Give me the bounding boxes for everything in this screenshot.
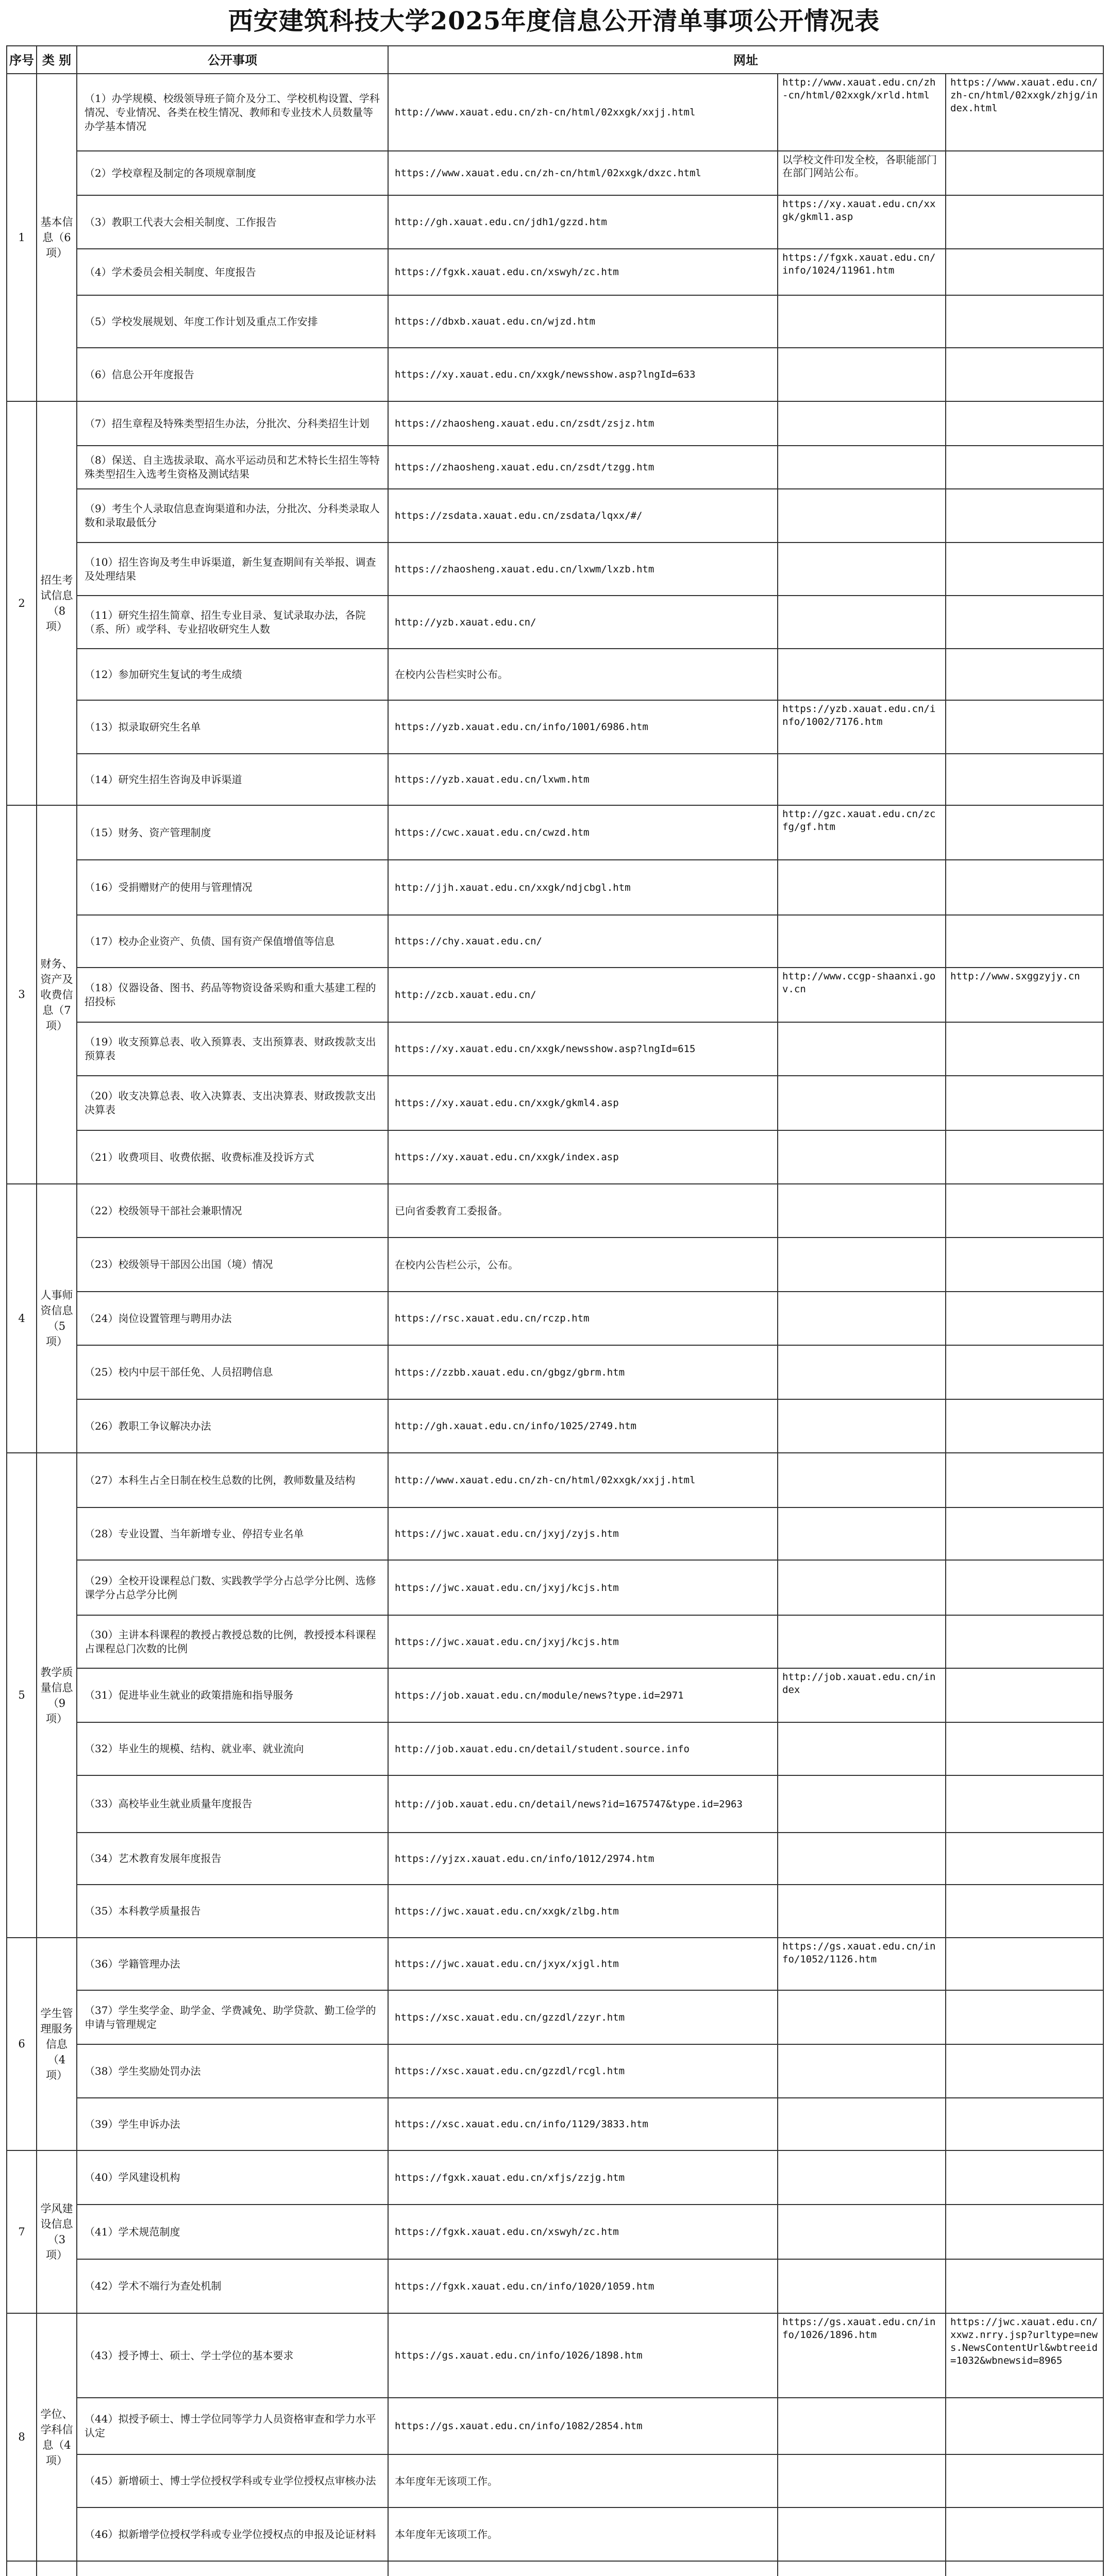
empty-cell [778,860,946,915]
disclosure-item: （27）本科生占全日制在校生总数的比例，教师数量及结构 [77,1453,388,1507]
disclosure-item: （19）收支预算总表、收入预算表、支出预算表、财政拨款支出预算表 [77,1022,388,1076]
empty-cell [778,1885,946,1938]
header-url: 网址 [388,46,1103,74]
disclosure-item: （7）招生章程及特殊类型招生办法，分批次、分科类招生计划 [77,401,388,446]
empty-cell [778,401,946,446]
empty-cell [778,2398,946,2454]
group-seq: 4 [7,1184,37,1453]
empty-cell [778,543,946,596]
disclosure-item: （32）毕业生的规模、结构、就业率、就业流向 [77,1722,388,1775]
url-link[interactable]: https://chy.xauat.edu.cn/ [388,915,778,968]
empty-cell [946,2150,1103,2205]
url-link[interactable]: https://yzb.xauat.edu.cn/info/1001/6986.htm [388,700,778,754]
empty-cell [778,1345,946,1399]
empty-cell [946,2098,1103,2150]
empty-cell [778,489,946,543]
table-row [7,1885,1103,1938]
url-link[interactable]: http://gh.xauat.edu.cn/jdh1/gzzd.htm [388,195,778,249]
url-note: 本年度年无该项工作。 [388,2507,778,2561]
empty-cell [778,754,946,805]
empty-cell [946,2507,1103,2561]
url-link-secondary[interactable]: https://gs.xauat.edu.cn/info/1052/1126.htm [778,1938,946,1990]
group-category: 招生考试信息（8项） [37,401,77,805]
table-row [7,1399,1103,1453]
table-row [7,596,1103,649]
header-seq: 序号 [7,46,37,74]
group-seq: 2 [7,401,37,805]
empty-cell [946,489,1103,543]
table-row [7,915,1103,968]
url-link-secondary[interactable]: https://gs.xauat.edu.cn/info/1026/1896.htm [778,2313,946,2398]
disclosure-item: （2）学校章程及制定的各项规章制度 [77,151,388,195]
empty-cell [946,249,1103,295]
empty-cell [946,1668,1103,1722]
group-category [37,2561,77,2576]
table-row [7,74,1103,151]
url-link[interactable]: https://cwc.xauat.edu.cn/cwzd.htm [388,805,778,860]
empty-cell [946,2205,1103,2259]
disclosure-item: （36）学籍管理办法 [77,1938,388,1990]
table-row [7,1990,1103,2044]
empty-cell [778,649,946,700]
table-row [7,1668,1103,1722]
url-link[interactable]: https://xy.xauat.edu.cn/xxgk/newsshow.asp?lngId=633 [388,348,778,401]
empty-cell [946,1938,1103,1990]
table-row [7,1833,1103,1885]
disclosure-item: （44）拟授予硕士、博士学位同等学力人员资格审查和学力水平认定 [77,2398,388,2454]
group-seq: 8 [7,2313,37,2561]
table-row [7,543,1103,596]
url-link[interactable]: https://dbxb.xauat.edu.cn/wjzd.htm [388,295,778,348]
group-seq: 5 [7,1453,37,1938]
table-row [7,1130,1103,1184]
table-row [7,1076,1103,1130]
disclosure-item: （14）研究生招生咨询及申诉渠道 [77,754,388,805]
table-row [7,249,1103,295]
empty-cell [946,754,1103,805]
disclosure-item: （20）收支决算总表、收入决算表、支出决算表、财政拨款支出决算表 [77,1076,388,1130]
disclosure-item: （13）拟录取研究生名单 [77,700,388,754]
table-row [7,2150,1103,2205]
empty-cell [778,596,946,649]
empty-cell [946,1990,1103,2044]
empty-cell [946,596,1103,649]
url-link[interactable]: https://fgxk.xauat.edu.cn/xswyh/zc.htm [388,2205,778,2259]
empty-cell [946,1885,1103,1938]
disclosure-item: （8）保送、自主选拔录取、高水平运动员和艺术特长生招生等特殊类型招生入选考生资格及测试结果 [77,446,388,489]
url-note: 本年度年无该项工作。 [388,2454,778,2507]
disclosure-item: （23）校级领导干部因公出国（境）情况 [77,1238,388,1292]
url-link[interactable]: https://jwc.xauat.edu.cn/jxyj/kcjs.htm [388,1615,778,1668]
group-category: 人事师资信息（5项） [37,1184,77,1453]
url-link-secondary[interactable]: http://www.ccgp-shaanxi.gov.cn [778,968,946,1022]
url-link-secondary[interactable]: http://job.xauat.edu.cn/index [778,1668,946,1722]
url-link[interactable]: http://www.xauat.edu.cn/zh-cn/html/02xxgk/xxjj.html [388,74,778,151]
table-row [7,401,1103,446]
disclosure-item: （30）主讲本科课程的教授占教授总数的比例，教授授本科课程占课程总门次数的比例 [77,1615,388,1668]
url-link[interactable]: https://xsc.xauat.edu.cn/gzzdl/rcgl.htm [388,2044,778,2098]
empty-cell [778,915,946,968]
table-row [7,1238,1103,1292]
disclosure-item: （1）办学规模、校级领导班子简介及分工、学校机构设置、学科情况、专业情况、各类在校生情况、教师和专业技术人员数量等办学基本情况 [77,74,388,151]
table-row [7,700,1103,754]
url-link[interactable]: https://rsc.xauat.edu.cn/rczp.htm [388,1292,778,1345]
empty-cell [946,1833,1103,1885]
table-row [7,295,1103,348]
table-row [7,968,1103,1022]
url-link-tertiary[interactable]: https://www.xauat.edu.cn/zh-cn/html/02xxgk/zhjg/index.html [946,74,1103,151]
empty-cell [946,700,1103,754]
empty-cell [946,1022,1103,1076]
empty-cell [946,1399,1103,1453]
disclosure-item: （33）高校毕业生就业质量年度报告 [77,1775,388,1833]
url-link[interactable]: https://gs.xauat.edu.cn/info/1026/1898.htm [388,2313,778,2398]
group-category: 教学质量信息（9项） [37,1453,77,1938]
group-seq: 1 [7,74,37,401]
empty-cell [778,1507,946,1560]
url-link[interactable]: https://xy.xauat.edu.cn/xxgk/gkml4.asp [388,1076,778,1130]
url-link[interactable]: https://job.xauat.edu.cn/module/news?type.id=2971 [388,1668,778,1722]
table-row [7,1292,1103,1345]
url-link[interactable]: https://fgxk.xauat.edu.cn/info/1020/1059.htm [388,2259,778,2313]
empty-cell [946,348,1103,401]
disclosure-item: （40）学风建设机构 [77,2150,388,2205]
table-row [7,2098,1103,2150]
table-row [7,2259,1103,2313]
url-link-tertiary[interactable]: http://www.sxggzyjy.cn [946,968,1103,1022]
group-seq [7,2561,37,2576]
table-row [7,1775,1103,1833]
url-link-secondary[interactable]: http://www.xauat.edu.cn/zh-cn/html/02xxgk/xrld.html [778,74,946,151]
empty-cell [778,1076,946,1130]
disclosure-item: （4）学术委员会相关制度、年度报告 [77,249,388,295]
table-row [7,860,1103,915]
table-row [7,1184,1103,1238]
table-header-row [7,46,1103,74]
empty-cell [778,1184,946,1238]
group-category: 学风建设信息（3项） [37,2150,77,2313]
url-link[interactable]: https://jwc.xauat.edu.cn/jxyj/zyjs.htm [388,1507,778,1560]
table-row [7,2313,1103,2398]
empty-cell [946,1453,1103,1507]
table-row [7,1938,1103,1990]
disclosure-item: （46）拟新增学位授权学科或专业学位授权点的申报及论证材料 [77,2507,388,2561]
group-category: 基本信息（6项） [37,74,77,401]
url-note: 在校内公告栏公示，公布。 [388,1238,778,1292]
url-link[interactable]: http://www.xauat.edu.cn/zh-cn/html/02xxgk/xxjj.html [388,1453,778,1507]
table-row [7,2205,1103,2259]
disclosure-item: （18）仪器设备、图书、药品等物资设备采购和重大基建工程的招投标 [77,968,388,1022]
disclosure-item: （10）招生咨询及考生申诉渠道，新生复查期间有关举报、调查及处理结果 [77,543,388,596]
disclosure-item: （16）受捐赠财产的使用与管理情况 [77,860,388,915]
disclosure-item: （43）授予博士、硕士、学士学位的基本要求 [77,2313,388,2398]
empty-cell [778,1238,946,1292]
empty-cell [946,2259,1103,2313]
empty-cell [778,1453,946,1507]
url-link-secondary[interactable]: https://fgxk.xauat.edu.cn/info/1024/11961.htm [778,249,946,295]
disclosure-item: （11）研究生招生简章、招生专业目录、复试录取办法，各院（系、所）或学科、专业招收研究生人数 [77,596,388,649]
group-seq: 6 [7,1938,37,2150]
empty-cell [778,1833,946,1885]
table-row [7,1615,1103,1668]
url-link-tertiary[interactable]: https://jwc.xauat.edu.cn/xxwz.nrry.jsp?urltype=news.NewsContentUrl&wbtreeid=1032&wbnewsid=8965 [946,2313,1103,2398]
empty-cell [778,2507,946,2561]
empty-cell [946,1076,1103,1130]
empty-cell [946,1345,1103,1399]
table-row [7,348,1103,401]
table-row [7,1507,1103,1560]
empty-cell [778,2098,946,2150]
disclosure-item: （45）新增硕士、博士学位授权学科或专业学位授权点审核办法 [77,2454,388,2507]
empty-cell [946,1238,1103,1292]
disclosure-item: （22）校级领导干部社会兼职情况 [77,1184,388,1238]
table-row [7,1722,1103,1775]
table-body [7,74,1103,2576]
table-row [7,489,1103,543]
empty-cell [778,2259,946,2313]
empty-cell [778,295,946,348]
disclosure-item: （26）教职工争议解决办法 [77,1399,388,1453]
empty-cell [778,2454,946,2507]
table-row [7,1345,1103,1399]
table-row [7,151,1103,195]
url-link[interactable]: https://xy.xauat.edu.cn/xxgk/newsshow.asp?lngId=615 [388,1022,778,1076]
empty-cell [946,1184,1103,1238]
empty-cell [946,2044,1103,2098]
empty-cell [946,1722,1103,1775]
url-link[interactable] [388,2561,778,2576]
url-link[interactable]: https://zhaosheng.xauat.edu.cn/zsdt/tzgg.htm [388,446,778,489]
empty-cell [946,151,1103,195]
group-category: 学生管理服务信息（4项） [37,1938,77,2150]
table-row [7,446,1103,489]
disclosure-item: （42）学术不端行为查处机制 [77,2259,388,2313]
disclosure-item: （3）教职工代表大会相关制度、工作报告 [77,195,388,249]
disclosure-item: （17）校办企业资产、负债、国有资产保值增值等信息 [77,915,388,968]
disclosure-item: （37）学生奖学金、助学金、学费减免、助学贷款、勤工俭学的申请与管理规定 [77,1990,388,2044]
empty-cell [946,401,1103,446]
url-link[interactable]: http://zcb.xauat.edu.cn/ [388,968,778,1022]
url-link[interactable]: https://jwc.xauat.edu.cn/jxyx/xjgl.htm [388,1938,778,1990]
empty-cell [946,195,1103,249]
url-link[interactable]: https://yjzx.xauat.edu.cn/info/1012/2974.htm [388,1833,778,1885]
disclosure-table [6,45,1104,2576]
empty-cell [946,543,1103,596]
url-note: 在校内公告栏实时公布。 [388,649,778,700]
table-row [7,2398,1103,2454]
empty-cell [778,348,946,401]
empty-cell [946,1507,1103,1560]
url-link[interactable]: https://zhaosheng.xauat.edu.cn/lxwm/lxzb.htm [388,543,778,596]
url-link[interactable]: https://xsc.xauat.edu.cn/gzzdl/zzyr.htm [388,1990,778,2044]
empty-cell [778,2044,946,2098]
header-item: 公开事项 [77,46,388,74]
disclosure-item: （31）促进毕业生就业的政策措施和指导服务 [77,1668,388,1722]
empty-cell [946,2454,1103,2507]
table-row [7,2507,1103,2561]
disclosure-item: （34）艺术教育发展年度报告 [77,1833,388,1885]
url-link[interactable]: http://job.xauat.edu.cn/detail/student.source.info [388,1722,778,1775]
empty-cell [946,805,1103,860]
empty-cell [778,2150,946,2205]
url-note: 已向省委教育工委报备。 [388,1184,778,1238]
empty-cell [778,1615,946,1668]
group-seq: 7 [7,2150,37,2313]
empty-cell [946,1775,1103,1833]
empty-cell [778,1775,946,1833]
header-category: 类 别 [37,46,77,74]
disclosure-item: （25）校内中层干部任免、人员招聘信息 [77,1345,388,1399]
table-row [7,2044,1103,2098]
url-note-secondary: 以学校文件印发全校，各职能部门在部门网站公布。 [778,151,946,195]
disclosure-item: （29）全校开设课程总门数、实践教学学分占总学分比例、选修课学分占总学分比例 [77,1560,388,1615]
disclosure-item: （38）学生奖励处罚办法 [77,2044,388,2098]
url-link-secondary[interactable]: https://xy.xauat.edu.cn/xxgk/gkml1.asp [778,195,946,249]
table-row [7,805,1103,860]
empty-cell [778,1399,946,1453]
empty-cell [946,1615,1103,1668]
url-link[interactable]: https://yzb.xauat.edu.cn/lxwm.htm [388,754,778,805]
disclosure-item: （9）考生个人录取信息查询渠道和办法，分批次、分科类录取人数和录取最低分 [77,489,388,543]
empty-cell [946,915,1103,968]
table-row [7,195,1103,249]
empty-cell [778,2561,946,2576]
empty-cell [778,2205,946,2259]
table-row [7,2561,1103,2576]
url-link[interactable]: http://gh.xauat.edu.cn/info/1025/2749.htm [388,1399,778,1453]
url-link[interactable]: https://www.xauat.edu.cn/zh-cn/html/02xxgk/dxzc.html [388,151,778,195]
empty-cell [946,860,1103,915]
disclosure-item: （39）学生申诉办法 [77,2098,388,2150]
url-link[interactable]: https://jwc.xauat.edu.cn/jxyj/kcjs.htm [388,1560,778,1615]
url-link[interactable]: https://zhaosheng.xauat.edu.cn/zsdt/zsjz.htm [388,401,778,446]
table-row [7,754,1103,805]
empty-cell [946,2561,1103,2576]
disclosure-item: （12）参加研究生复试的考生成绩 [77,649,388,700]
url-link[interactable]: https://zzbb.xauat.edu.cn/gbgz/gbrm.htm [388,1345,778,1399]
url-link[interactable]: https://fgxk.xauat.edu.cn/xfjs/zzjg.htm [388,2150,778,2205]
url-link-secondary[interactable]: https://yzb.xauat.edu.cn/info/1002/7176.htm [778,700,946,754]
disclosure-item: （24）岗位设置管理与聘用办法 [77,1292,388,1345]
group-seq: 3 [7,805,37,1184]
group-category: 学位、学科信息（4项） [37,2313,77,2561]
url-link[interactable]: http://yzb.xauat.edu.cn/ [388,596,778,649]
url-link[interactable]: https://fgxk.xauat.edu.cn/xswyh/zc.htm [388,249,778,295]
url-link[interactable]: https://zsdata.xauat.edu.cn/zsdata/lqxx/#/ [388,489,778,543]
url-link[interactable]: http://job.xauat.edu.cn/detail/news?id=1675747&type.id=2963 [388,1775,778,1833]
table-row [7,1560,1103,1615]
url-link[interactable]: https://jwc.xauat.edu.cn/xxgk/zlbg.htm [388,1885,778,1938]
disclosure-item: （6）信息公开年度报告 [77,348,388,401]
empty-cell [946,295,1103,348]
empty-cell [778,1990,946,2044]
url-link-secondary[interactable]: http://gzc.xauat.edu.cn/zcfg/gf.htm [778,805,946,860]
table-row [7,1022,1103,1076]
disclosure-item: （5）学校发展规划、年度工作计划及重点工作安排 [77,295,388,348]
empty-cell [778,1560,946,1615]
empty-cell [778,1722,946,1775]
disclosure-item: （41）学术规范制度 [77,2205,388,2259]
url-link[interactable]: https://xy.xauat.edu.cn/xxgk/index.asp [388,1130,778,1184]
empty-cell [946,446,1103,489]
empty-cell [778,1292,946,1345]
disclosure-item [77,2561,388,2576]
disclosure-item: （35）本科教学质量报告 [77,1885,388,1938]
group-category: 财务、资产及收费信息（7项） [37,805,77,1184]
empty-cell [946,1292,1103,1345]
disclosure-item: （28）专业设置、当年新增专业、停招专业名单 [77,1507,388,1560]
url-link[interactable]: http://jjh.xauat.edu.cn/xxgk/ndjcbgl.htm [388,860,778,915]
table-row [7,1453,1103,1507]
empty-cell [778,1130,946,1184]
table-row [7,2454,1103,2507]
page-title: 西安建筑科技大学2025年度信息公开清单事项公开情况表 [228,7,880,36]
empty-cell [778,1022,946,1076]
table-row [7,649,1103,700]
disclosure-item: （21）收费项目、收费依据、收费标准及投诉方式 [77,1130,388,1184]
empty-cell [946,2398,1103,2454]
empty-cell [946,1560,1103,1615]
empty-cell [946,1130,1103,1184]
disclosure-item: （15）财务、资产管理制度 [77,805,388,860]
url-link[interactable]: https://xsc.xauat.edu.cn/info/1129/3833.htm [388,2098,778,2150]
empty-cell [946,649,1103,700]
empty-cell [778,446,946,489]
url-link[interactable]: https://gs.xauat.edu.cn/info/1082/2854.htm [388,2398,778,2454]
